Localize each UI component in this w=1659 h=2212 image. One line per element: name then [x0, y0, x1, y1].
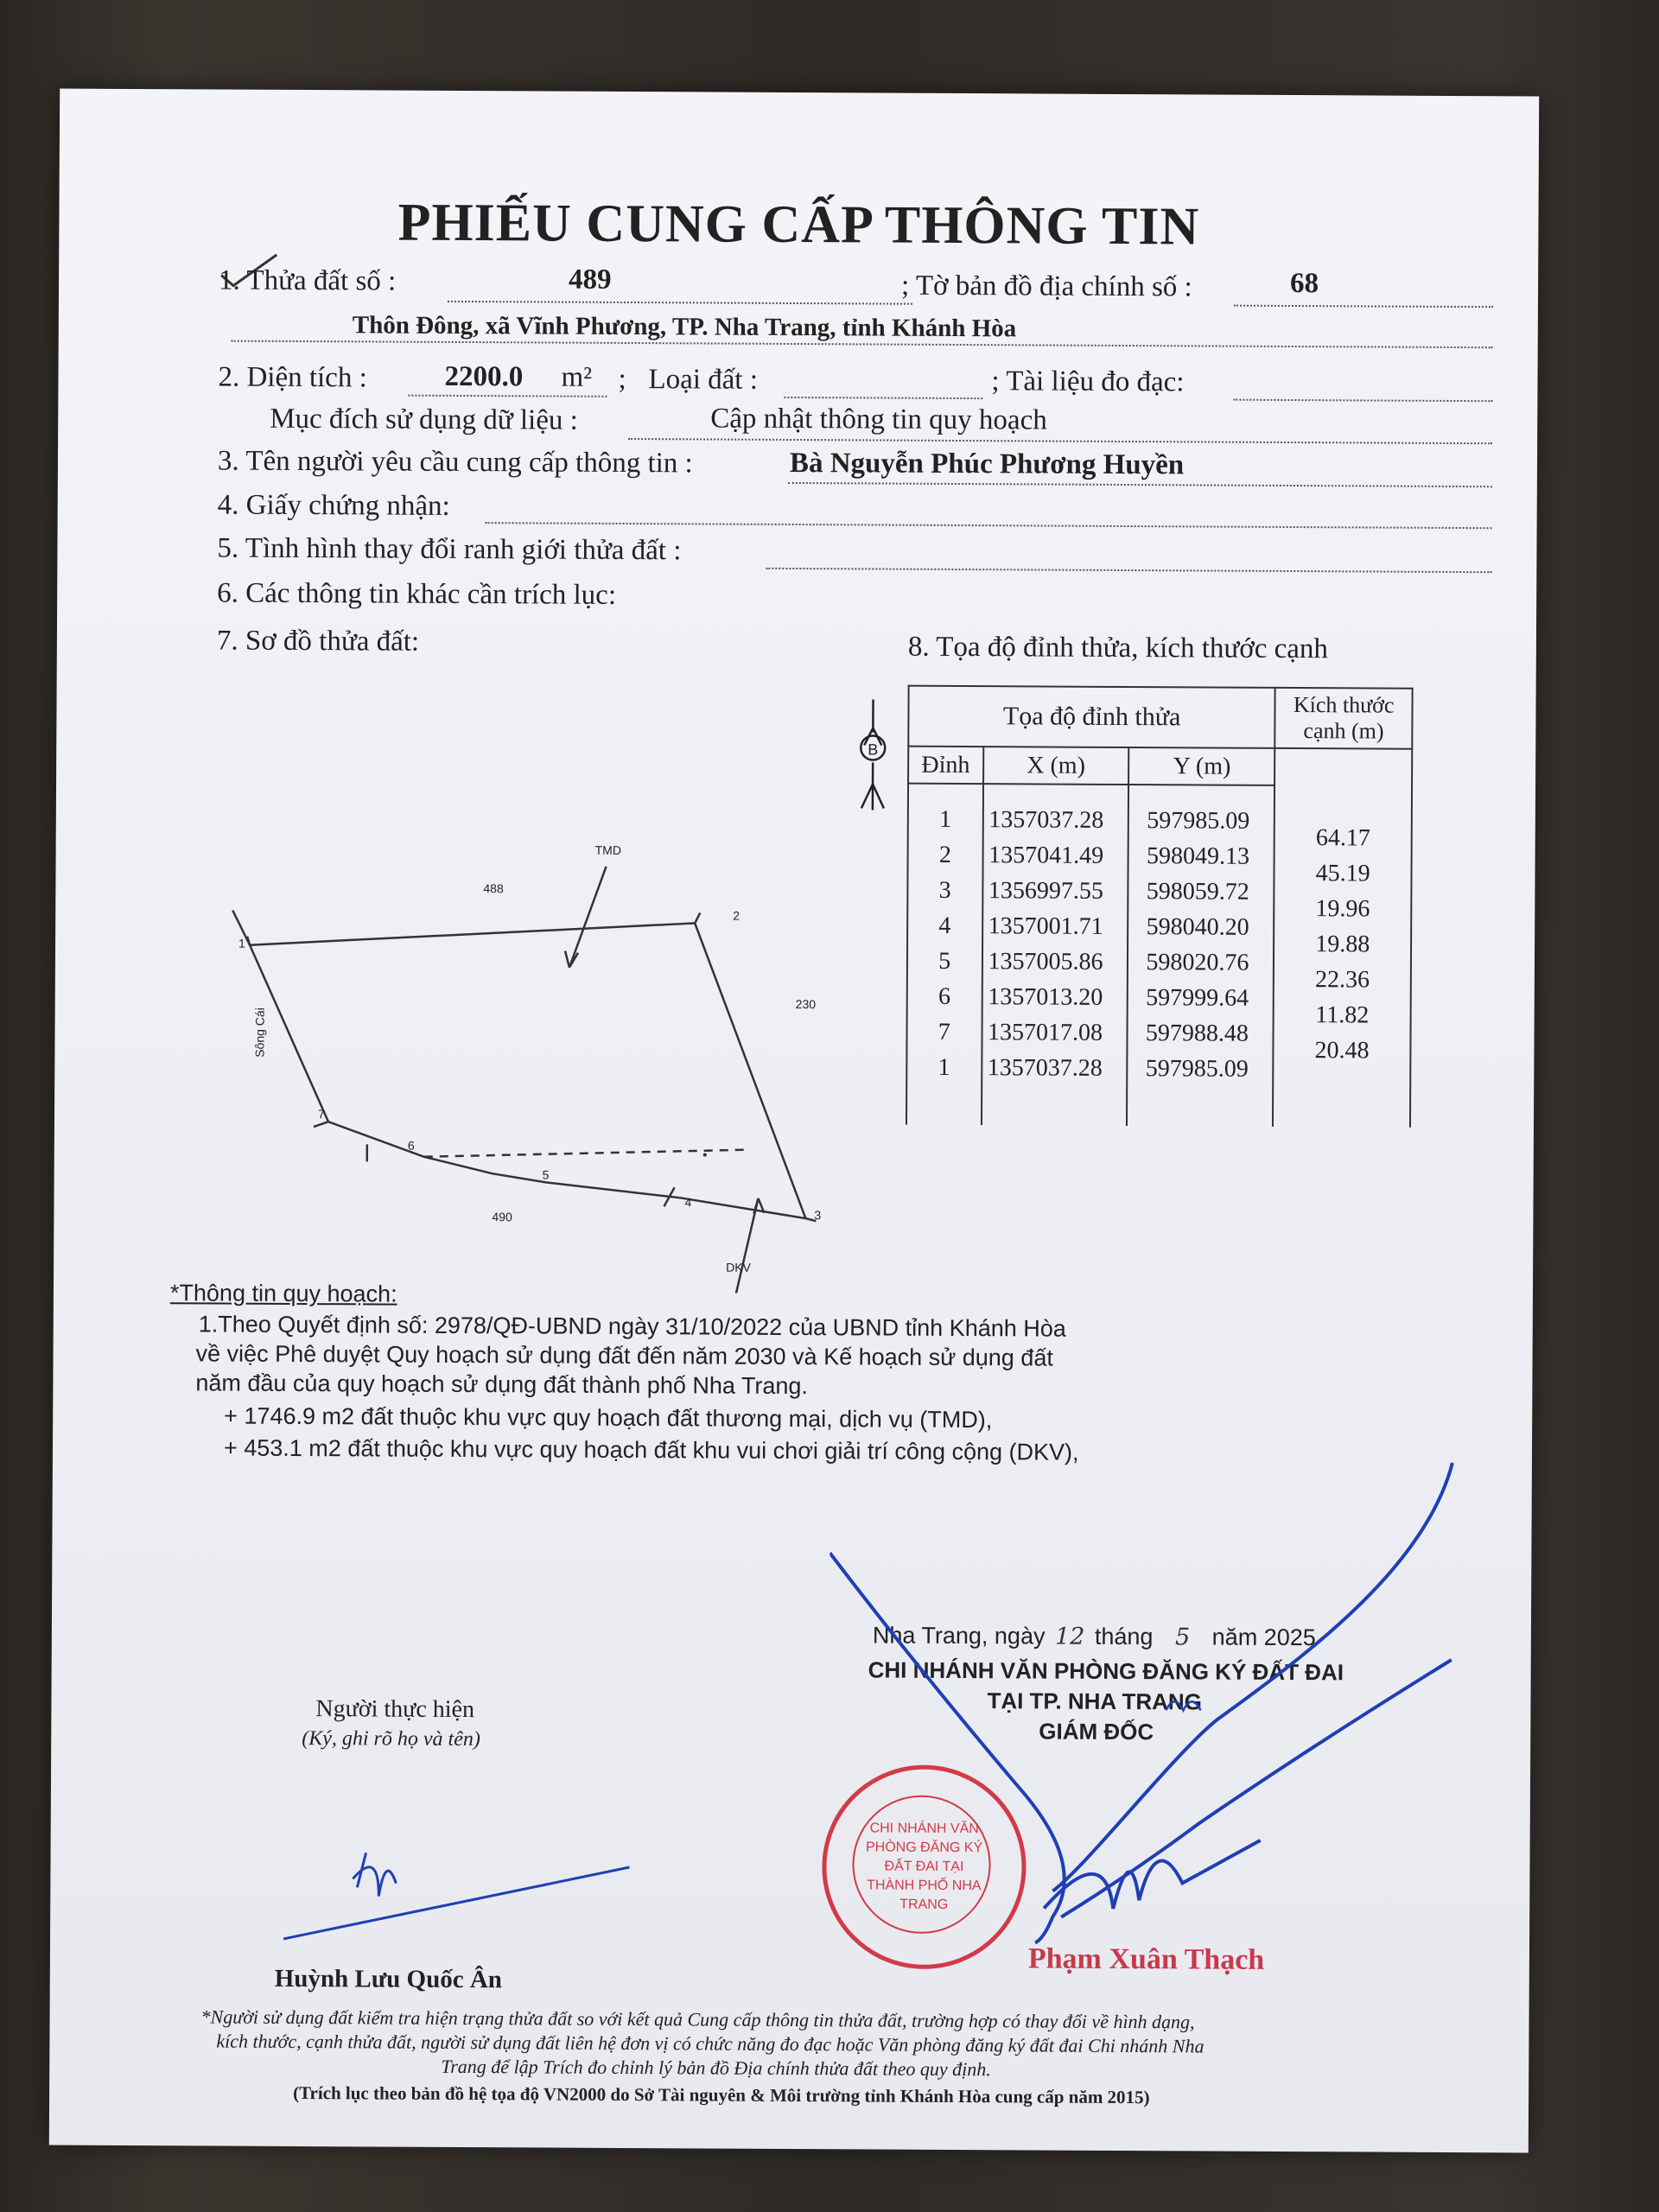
document-sheet — [49, 89, 1539, 2153]
vertex-3: 3 — [814, 1208, 822, 1223]
table-cell: 597985.09 — [1147, 807, 1250, 835]
parcel-number-value: 489 — [568, 264, 612, 296]
date-month: 5 — [1174, 1624, 1191, 1651]
vertex-7: 7 — [317, 1107, 325, 1122]
date-day: 12 — [1054, 1623, 1085, 1650]
table-cell: 19.96 — [1315, 895, 1370, 923]
boundary-change-label: 5. Tình hình thay đổi ranh giới thửa đất : — [217, 532, 682, 567]
dotted-line — [628, 438, 1492, 444]
table-cell: 64.17 — [1315, 824, 1370, 852]
table-cell: 598049.13 — [1146, 842, 1250, 870]
director-name: Phạm Xuân Thạch — [1027, 1942, 1265, 1976]
coords-header: Tọa độ đỉnh thửa — [908, 686, 1275, 748]
area-value: 2200.0 — [444, 360, 524, 393]
x-column — [981, 784, 1128, 1126]
label-490: 490 — [492, 1210, 512, 1224]
table-cell: 20.48 — [1314, 1037, 1370, 1065]
zone-divider-line — [424, 1148, 744, 1159]
performer-name: Huỳnh Lưu Quốc Ân — [274, 1964, 503, 1994]
office-line-2: TẠI TP. NHA TRANG — [987, 1688, 1203, 1715]
table-cell: 598040.20 — [1146, 913, 1249, 941]
vertex-column — [906, 784, 983, 1125]
label-dkv: DKV — [726, 1260, 751, 1274]
vertex-column-header: Đỉnh — [908, 747, 983, 784]
table-cell: 1357001.71 — [988, 912, 1103, 940]
purpose-label: Mục đích sử dụng dữ liệu : — [270, 403, 578, 436]
performer-signature — [283, 1818, 647, 1949]
planning-line: + 453.1 m2 đất thuộc khu vực quy hoạch đất khu vui chơi giải trí công cộng (DKV), — [223, 1434, 1079, 1465]
vertex-5: 5 — [542, 1167, 550, 1182]
edge-size-header: Kích thước cạnh (m) — [1275, 688, 1413, 749]
label-river: Sông Cái — [252, 1007, 267, 1058]
certificate-label: 4. Giấy chứng nhận: — [217, 489, 450, 522]
requester-label: 3. Tên người yêu cầu cung cấp thông tin : — [217, 445, 693, 480]
table-cell: 19.88 — [1315, 931, 1370, 958]
date-month-label: tháng — [1094, 1623, 1154, 1650]
table-cell: 1357041.49 — [988, 842, 1104, 869]
performer-note: (Ký, ghi rõ họ và tên) — [302, 1727, 480, 1751]
table-cell: 1357005.86 — [988, 948, 1103, 976]
table-cell: 1357013.20 — [988, 983, 1103, 1011]
area-label: 2. Diện tích : — [218, 361, 367, 394]
table-cell: 4 — [938, 912, 951, 939]
edge-size-column — [1273, 785, 1412, 1128]
separator: ; — [618, 363, 626, 395]
tmd-pointer-line — [569, 867, 607, 968]
planning-line: 1.Theo Quyết định số: 2978/QĐ-UBND ngày 31/10/2022 của UBND tỉnh Khánh Hòa — [198, 1311, 1066, 1342]
coordinates-heading: 8. Tọa độ đỉnh thửa, kích thước cạnh — [907, 631, 1329, 665]
document-title: PHIẾU CUNG CẤP THÔNG TIN — [397, 193, 1200, 257]
table-cell: 597985.09 — [1145, 1055, 1249, 1083]
dotted-line — [788, 482, 1492, 487]
dotted-line — [408, 395, 607, 397]
table-cell: 7 — [938, 1018, 950, 1046]
requester-name: Bà Nguyễn Phúc Phương Huyền — [789, 447, 1185, 481]
table-cell: 6 — [938, 982, 951, 1010]
footnote-line: *Người sử dụng đất kiểm tra hiện trạng thửa đất so với kết quả Cung cấp thông tin thửa đất, trường hợp có thay đổi về hình dạng, — [200, 2005, 1195, 2033]
footnote-source: (Trích lục theo bản đồ hệ tọa độ VN2000 do Sở Tài nguyên & Môi trường tỉnh Khánh Hòa cung cấp năm 2015) — [293, 2082, 1150, 2108]
purpose-value: Cập nhật thông tin quy hoạch — [710, 403, 1047, 436]
table-cell: 1 — [938, 805, 952, 833]
table-cell: 1 — [938, 1053, 950, 1081]
y-column — [1127, 785, 1274, 1127]
dotted-line — [1233, 399, 1492, 403]
dotted-line — [784, 397, 982, 399]
table-cell: 598020.76 — [1146, 949, 1249, 976]
parcel-boundary — [248, 921, 807, 1218]
table-cell: 598059.72 — [1146, 878, 1249, 906]
parcel-sketch-label: 7. Sơ đồ thửa đất: — [216, 625, 420, 658]
vertex-4: 4 — [684, 1195, 692, 1210]
dotted-line — [448, 301, 912, 305]
other-info-label: 6. Các thông tin khác cần trích lục: — [217, 577, 617, 611]
dotted-line — [1234, 305, 1493, 308]
north-letter: B — [868, 741, 879, 759]
table-cell: 5 — [938, 947, 951, 975]
north-arrow-icon — [851, 697, 895, 814]
y-column-header: Y (m) — [1128, 747, 1274, 785]
performer-label: Người thực hiện — [315, 1695, 475, 1724]
footnote-line: Trang để lập Trích đo chỉnh lý bản đồ Địa chính thửa đất theo quy định. — [441, 2055, 991, 2081]
label-tmd: TMD — [594, 842, 622, 857]
date-prefix: Nha Trang, ngày — [872, 1622, 1046, 1649]
table-cell: 1356997.55 — [988, 877, 1103, 905]
planning-line: + 1746.9 m2 đất thuộc khu vực quy hoạch đất thương mại, dịch vụ (TMD), — [224, 1402, 993, 1433]
land-type-label: Loại đất : — [648, 364, 759, 396]
table-cell: 11.82 — [1315, 1001, 1370, 1029]
coordinates-table — [906, 685, 1414, 1128]
date-year: năm 2025 — [1211, 1624, 1316, 1651]
office-line-3: GIÁM ĐỐC — [1039, 1718, 1154, 1745]
label-230: 230 — [795, 997, 817, 1012]
planning-heading: *Thông tin quy hoạch: — [169, 1280, 397, 1307]
parcel-number-label: 1. Thửa đất số : — [218, 264, 397, 297]
label-488: 488 — [483, 881, 504, 896]
dotted-line — [766, 568, 1491, 573]
vertex-2: 2 — [733, 908, 741, 923]
table-cell: 22.36 — [1314, 966, 1370, 994]
planning-line: về việc Phê duyệt Quy hoạch sử dụng đất đến năm 2030 và Kế hoạch sử dụng đất — [195, 1340, 1053, 1371]
table-cell: 1357037.28 — [987, 1054, 1103, 1082]
stamp-text: CHI NHÁNH VĂN PHÒNG ĐĂNG KÝ ĐẤT ĐAI TẠI THÀNH PHỐ NHA TRANG — [865, 1821, 983, 1912]
map-sheet-value: 68 — [1289, 267, 1319, 300]
table-cell: 597999.64 — [1146, 984, 1249, 1012]
table-cell: 597988.48 — [1145, 1020, 1249, 1047]
footnote-line: kích thước, cạnh thửa đất, người sử dụng đất liên hệ đơn vị có chức năng đo đạc hoặc Văn phòng đăng ký đất đai Chi nhánh Nha — [216, 2030, 1205, 2057]
table-cell: 3 — [938, 876, 951, 904]
parcel-diagram — [183, 823, 894, 1294]
table-cell: 1357017.08 — [987, 1019, 1103, 1046]
area-unit: m² — [561, 361, 593, 393]
office-line-1: CHI NHÁNH VĂN PHÒNG ĐĂNG KÝ ĐẤT ĐAI — [868, 1656, 1344, 1686]
map-sheet-label: ; Tờ bản đồ địa chính số : — [900, 270, 1192, 303]
vertex-1: 1 — [238, 936, 245, 950]
dotted-line — [486, 522, 1492, 529]
survey-doc-label: ; Tài liệu đo đạc: — [991, 365, 1185, 398]
table-cell: 1357037.28 — [988, 806, 1104, 834]
vertex-6: 6 — [407, 1138, 415, 1153]
table-cell: 45.19 — [1315, 860, 1370, 887]
planning-line: năm đầu của quy hoạch sử dụng đất thành phố Nha Trang. — [195, 1370, 809, 1400]
parcel-address: Thôn Đông, xã Vĩnh Phương, TP. Nha Trang, tỉnh Khánh Hòa — [352, 311, 1017, 343]
x-column-header: X (m) — [983, 747, 1129, 785]
table-cell: 2 — [938, 841, 951, 868]
